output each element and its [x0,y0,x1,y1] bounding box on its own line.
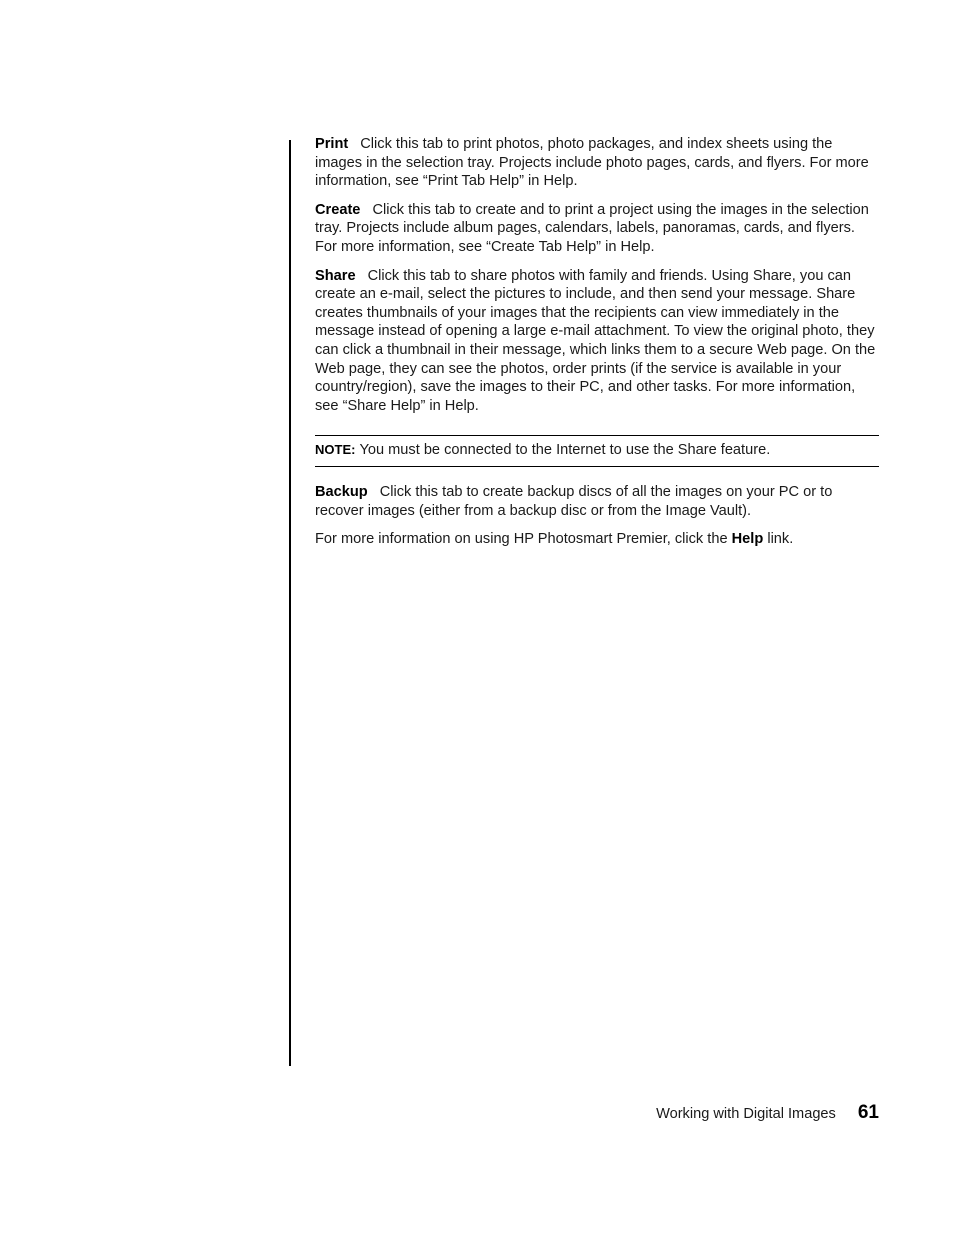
closing-paragraph [315,530,879,549]
entry-share-text: Click this tab to share photos with family and friends. Using Share, you can create an e-mail, select the pictures to include, and then send your message. Share creates thumbnails of your images that the recipients can view immediately in the message instead of opening a large e-mail attachment. To view the original photo, they can click a thumbnail in their message, which links them to a secure Web page. On the Web page, they can see the photos, order prints (if the service is available in your country/region), save the images to their PC, and other tasks. For more information, see “Share Help” in Help. [315,267,876,414]
term-share: Share [315,267,356,284]
entry-backup [315,483,879,520]
note-box [315,435,879,467]
margin-rule [289,140,291,1066]
footer-section-title: Working with Digital Images [656,1106,836,1122]
entry-create-text: Click this tab to create and to print a project using the images in the selection tray. Projects include album pages, calendars, labels, panoramas, cards, and flyers. For more information, see “Create Tab Help” in Help. [315,201,869,255]
help-link-label: Help [731,531,764,548]
note-label: NOTE: [315,442,356,458]
entry-print-text: Click this tab to print photos, photo packages, and index sheets using the images in the selection tray. Projects include photo pages, cards, and flyers. For more information, see “Print Tab Help” in Help. [315,136,869,190]
term-print: Print [315,136,349,152]
entry-backup-text: Click this tab to create backup discs of all the images on your PC or to recover images (either from a backup disc or from the Image Vault). [315,483,833,519]
page-number: 61 [857,1102,879,1123]
term-backup: Backup [315,483,368,500]
closing-text-before: For more information on using HP Photosmart Premier, click the [315,531,732,548]
closing-text-after: link. [763,531,794,548]
entry-create [315,201,879,257]
note-text: You must be connected to the Internet to use the Share feature. [359,442,771,459]
page-footer [560,1101,879,1126]
page-content [315,135,879,559]
entry-print [315,135,879,191]
term-create: Create [315,201,361,218]
entry-share [315,267,879,416]
